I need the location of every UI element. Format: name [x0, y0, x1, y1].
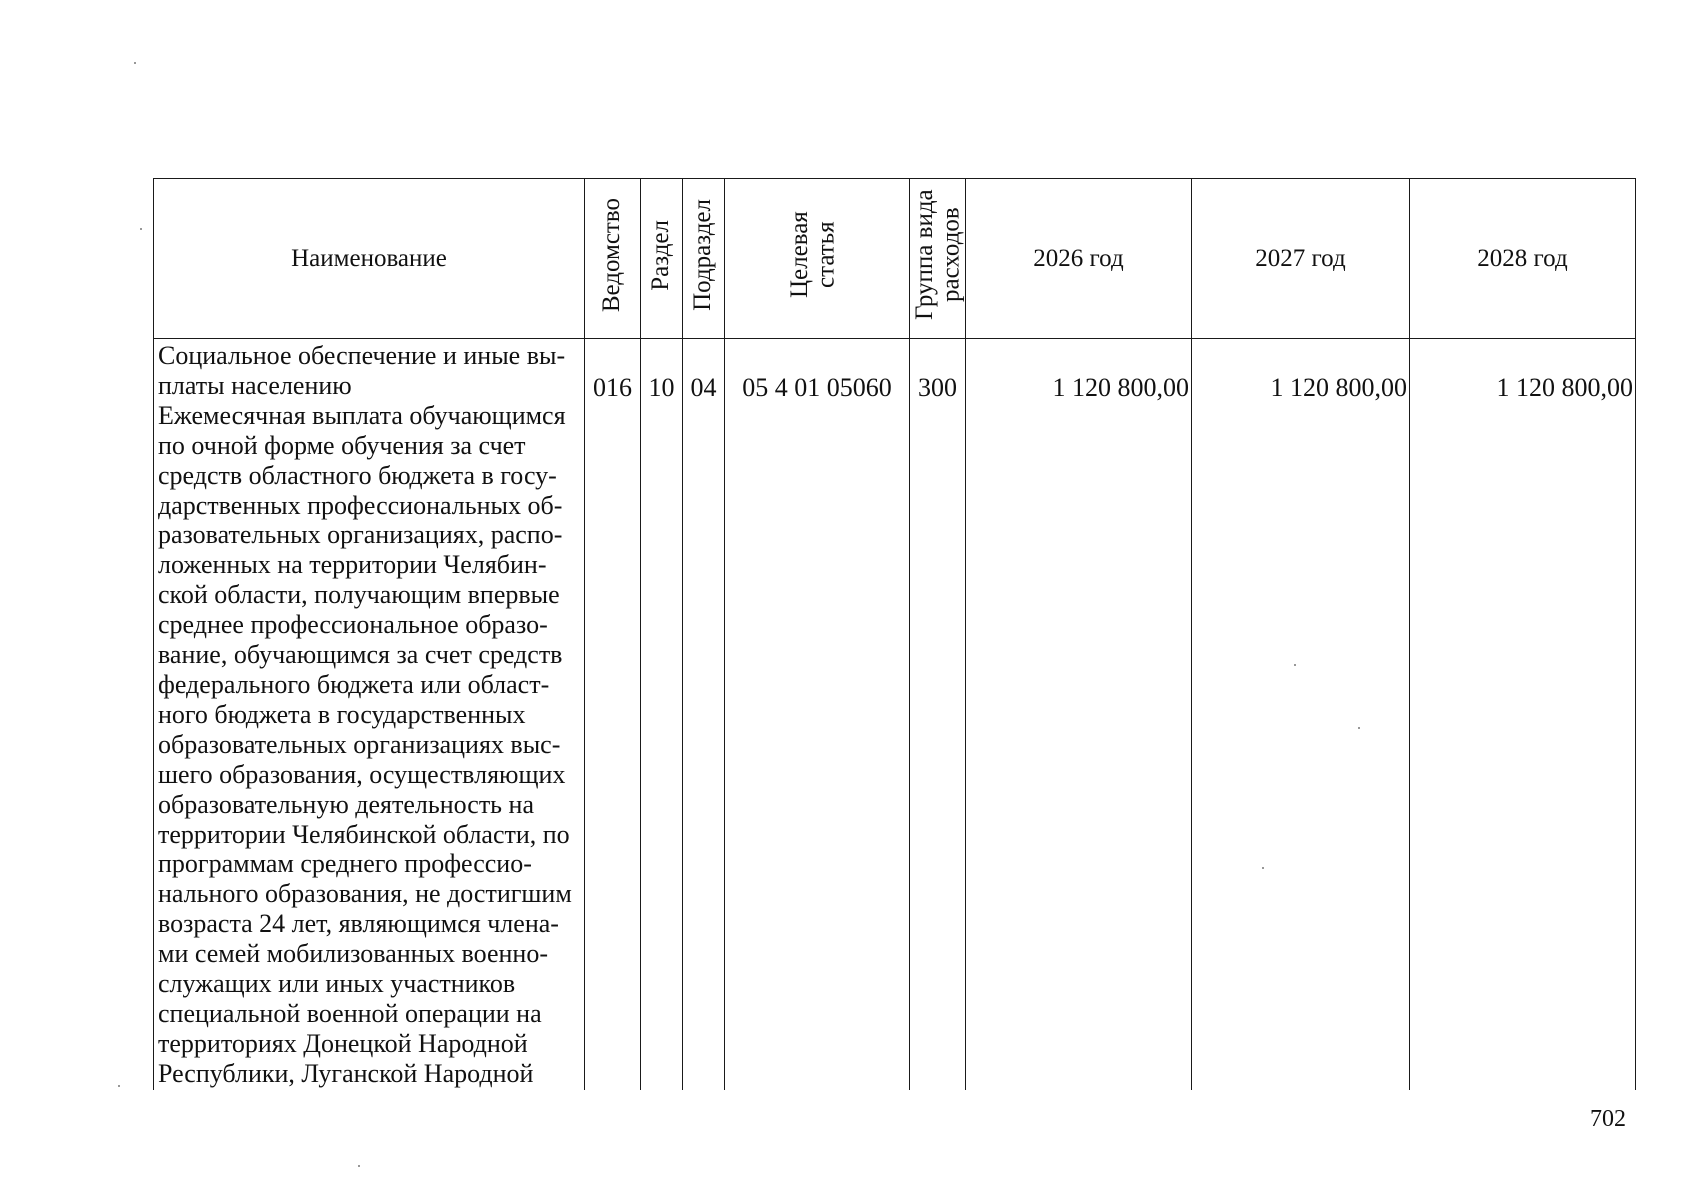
- scan-speck: [1358, 727, 1360, 729]
- header-subsection: Подраздел: [683, 179, 725, 339]
- name-line: платы населению: [158, 370, 352, 400]
- name-line: ложенных на территории Челябин-: [158, 550, 547, 580]
- name-line: вание, обучающимся за счет средств: [158, 640, 563, 670]
- page-number: 702: [1590, 1106, 1626, 1132]
- table-row: [154, 339, 1636, 1091]
- scan-speck: [358, 1165, 360, 1167]
- row-year-2027-cell: 1 120 800,00: [1192, 339, 1410, 1091]
- name-line: федерального бюджета или област-: [158, 669, 550, 699]
- header-expense-group: Группа вида расходов: [910, 179, 966, 339]
- name-line: Социальное обеспечение и иные вы-: [158, 341, 566, 370]
- name-line: возраста 24 лет, являющимся члена-: [158, 909, 559, 939]
- row-subsection-cell: 04: [683, 339, 725, 1091]
- row-section-cell: 10: [641, 339, 683, 1091]
- header-year-2026: 2026 год: [966, 179, 1192, 339]
- name-line: ской области, получающим впервые: [158, 580, 560, 610]
- name-line: средств областного бюджета в госу-: [158, 460, 557, 490]
- name-line: территории Челябинской области, по: [158, 819, 570, 849]
- name-line: ного бюджета в государственных: [158, 699, 526, 729]
- name-line: территориях Донецкой Народной: [158, 1028, 528, 1058]
- name-line: разовательных организациях, распо-: [158, 520, 563, 550]
- header-department: Ведомство: [585, 179, 641, 339]
- name-line: Ежемесячная выплата обучающимся: [158, 400, 566, 430]
- scan-speck: [134, 62, 136, 64]
- scan-speck: [1294, 664, 1296, 666]
- name-line: по очной форме обучения за счет: [158, 430, 526, 460]
- header-target-article: Целевая статья: [725, 179, 910, 339]
- name-line: программам среднего профессио-: [158, 849, 532, 879]
- header-year-2027: 2027 год: [1192, 179, 1410, 339]
- name-line: Республики, Луганской Народной: [158, 1058, 534, 1088]
- row-target-article-cell: 05 4 01 05060: [725, 339, 910, 1091]
- row-name-cell: [154, 339, 585, 1091]
- row-expense-group-cell: 300: [910, 339, 966, 1091]
- scan-speck: [1262, 867, 1264, 869]
- table-header-row: [154, 179, 1636, 339]
- header-year-2028: 2028 год: [1410, 179, 1636, 339]
- row-year-2026-cell: 1 120 800,00: [966, 339, 1192, 1091]
- scan-speck: [140, 228, 142, 230]
- header-name: Наименование: [154, 179, 585, 339]
- row-year-2028-cell: 1 120 800,00: [1410, 339, 1636, 1091]
- scan-speck: [118, 1085, 120, 1087]
- name-line: среднее профессиональное образо-: [158, 610, 548, 640]
- name-line: ми семей мобилизованных военно-: [158, 939, 548, 969]
- name-line: образовательную деятельность на: [158, 789, 534, 819]
- name-line: служащих или иных участников: [158, 969, 516, 999]
- name-line: образовательных организациях выс-: [158, 729, 561, 759]
- budget-table: [153, 178, 1636, 1090]
- name-line: нального образования, не достигшим: [158, 879, 572, 909]
- name-line: дарственных профессиональных об-: [158, 490, 563, 520]
- name-line: шего образования, осуществляющих: [158, 759, 566, 789]
- name-line: специальной военной операции на: [158, 998, 542, 1028]
- row-department-cell: 016: [585, 339, 641, 1091]
- header-section: Раздел: [641, 179, 683, 339]
